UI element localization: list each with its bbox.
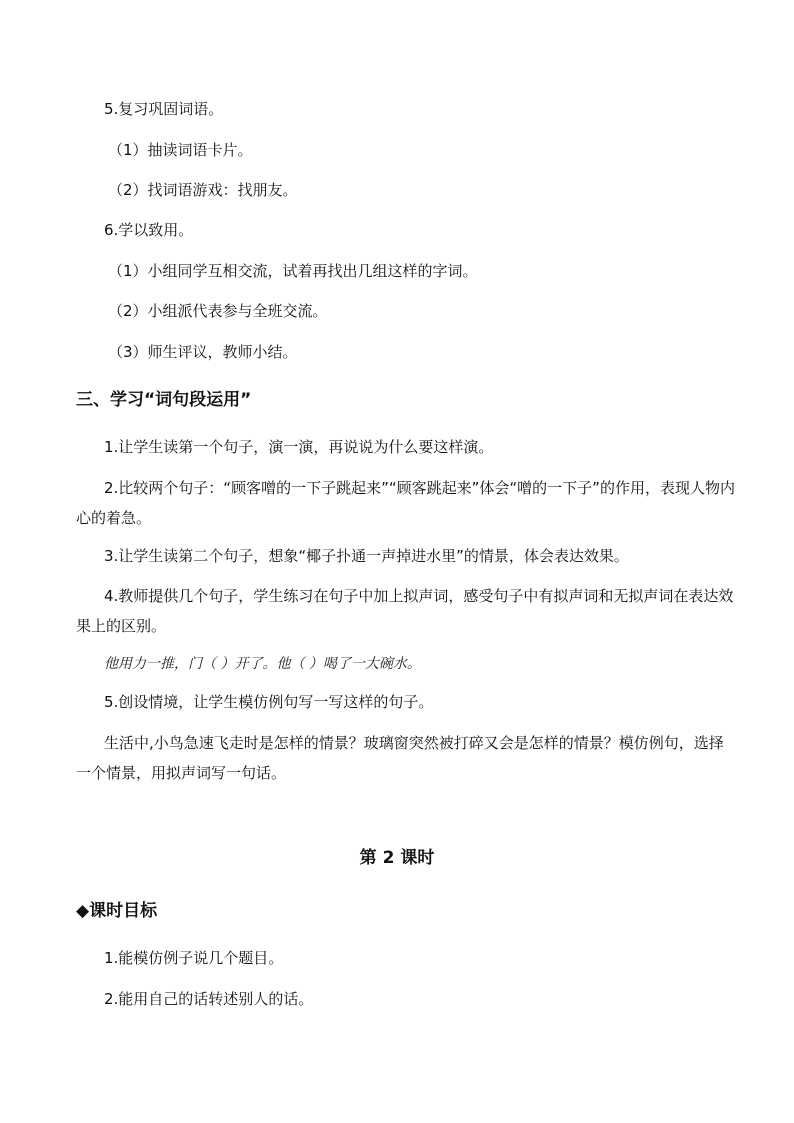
review-words-title: 5.复习巩固词语。: [104, 100, 224, 118]
apply-title: 6.学以致用。: [104, 221, 194, 239]
part3-step-1: 1.让学生读第一个句子，演一演，再说说为什么要这样演。: [104, 438, 494, 456]
part3-task-text: 生活中,小鸟急速飞走时是怎样的情景？玻璃窗突然被打碎又会是怎样的情景？模仿例句，选择一个情景，用拟声词写一句话。: [76, 734, 724, 782]
part3-heading: 三、学习“词句段运用”: [76, 390, 252, 410]
part3-step-2-text: 2.比较两个句子：“顾客噌的一下子跳起来”“顾客跳起来”体会“噌的一下子”的作用，表现人物内心的着急。: [76, 479, 735, 527]
part3-step-3: 3.让学生读第二个句子，想象“椰子扑通一声掉进水里”的情景，体会表达效果。: [104, 547, 629, 565]
part3-step-4: [76, 581, 738, 641]
part3-step-5: 5.创设情境，让学生模仿例句写一写这样的句子。: [104, 693, 434, 711]
part3-step-4-text: 4.教师提供几个句子，学生练习在句子中加上拟声词，感受句子中有拟声词和无拟声词在表达效果上的区别。: [76, 587, 734, 635]
apply-item-1: （1）小组同学互相交流，试着再找出几组这样的字词。: [108, 262, 478, 280]
review-words-item-2: （2）找词语游戏：找朋友。: [108, 181, 298, 199]
lesson-2-heading: 第 2 课时: [359, 848, 435, 868]
apply-item-2: （2）小组派代表参与全班交流。: [108, 302, 328, 320]
review-words-item-1: （1）抽读词语卡片。: [108, 141, 253, 159]
lesson-goal-2: 2.能用自己的话转述别人的话。: [104, 990, 314, 1008]
apply-item-3: （3）师生评议，教师小结。: [108, 343, 298, 361]
part3-step-2: [76, 473, 738, 533]
lesson-goal-1: 1.能模仿例子说几个题目。: [104, 949, 284, 967]
example-sentences: 他用力一推，门（ ）开了。他（ ）喝了一大碗水。: [104, 656, 421, 672]
lesson-goals-heading: ◆课时目标: [76, 901, 158, 921]
part3-task: [76, 728, 738, 788]
